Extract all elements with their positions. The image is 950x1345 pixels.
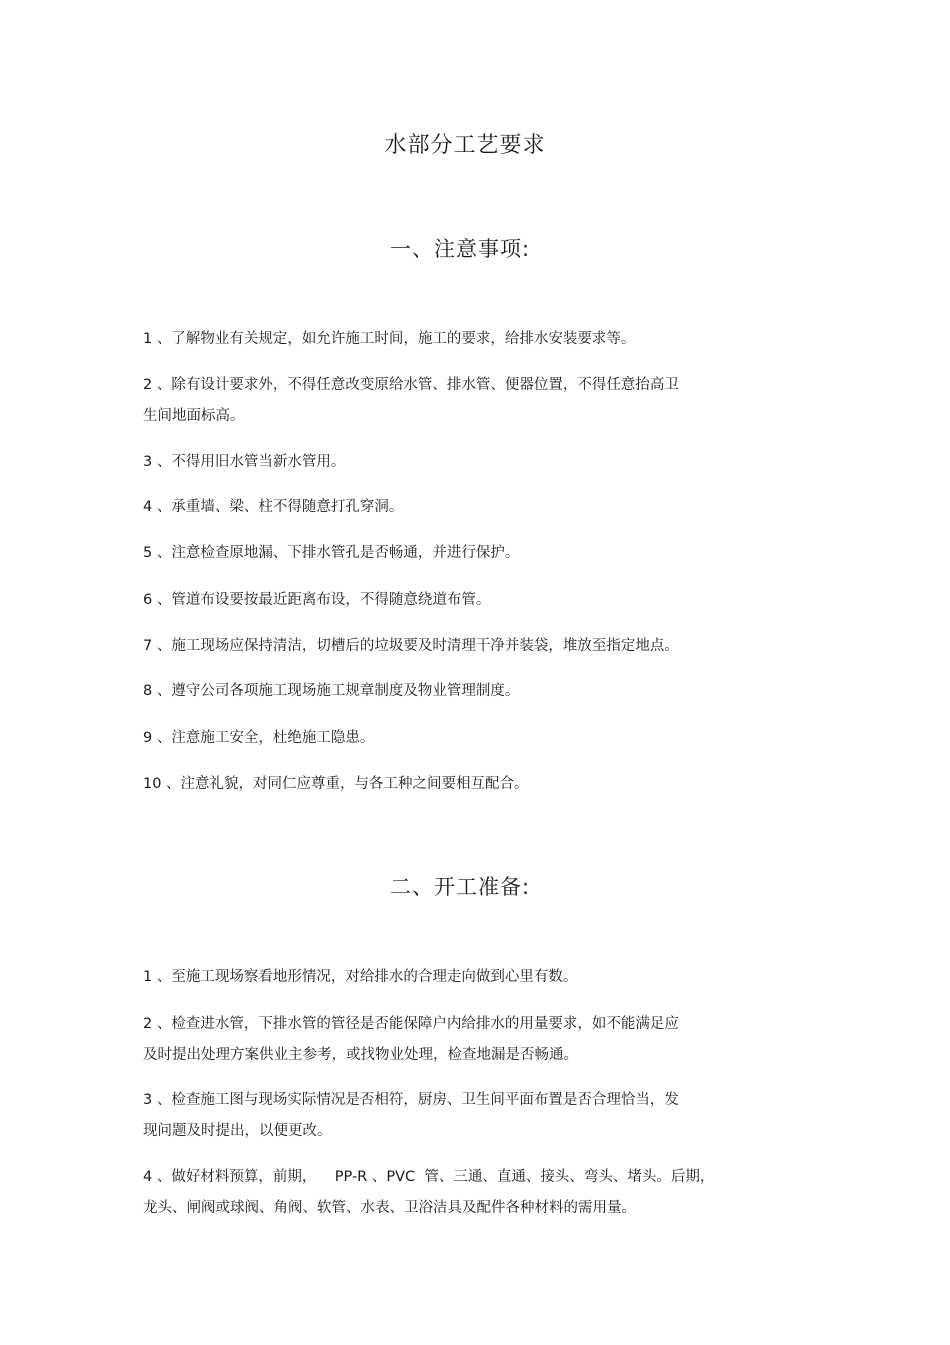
item-text: 6 、管道布设要按最近距离布设，不得随意绕道布管。 (143, 592, 491, 608)
list-item (143, 447, 783, 478)
item-text: 龙头、闸阀或球阀、角阀、软管、水表、卫浴洁具及配件各种材料的需用量。 (143, 1200, 636, 1216)
list-item (143, 538, 783, 569)
list-item (143, 1085, 783, 1147)
list-item (143, 962, 783, 993)
item-text: 现问题及时提出，以便更改。 (143, 1123, 332, 1139)
item-text: 4 、承重墙、梁、柱不得随意打孔穿洞。 (143, 499, 404, 515)
item-text: 5 、注意检查原地漏、下排水管孔是否畅通，并进行保护。 (143, 545, 520, 561)
item-text: 及时提出处理方案供业主参考，或找物业处理，检查地漏是否畅通。 (143, 1047, 578, 1063)
list-item (143, 324, 783, 355)
list-item (143, 676, 783, 707)
item-text: 2 、检查进水管，下排水管的管径是否能保障户内给排水的用量要求，如不能满足应 (143, 1016, 679, 1032)
list-item (143, 723, 783, 754)
item-text: 3 、检查施工图与现场实际情况是否相符，厨房、卫生间平面布置是否合理恰当，发 (143, 1092, 679, 1108)
item-text: 4 、做好材料预算，前期， PP-R 、PVC 管、三通、直通、接头、弯头、堵头。后期， (143, 1169, 715, 1185)
item-text: 3 、不得用旧水管当新水管用。 (143, 454, 346, 470)
section-heading-preparation: 二、开工准备: (389, 875, 531, 899)
item-text: 1 、至施工现场察看地形情况，对给排水的合理走向做到心里有数。 (143, 969, 578, 985)
item-text: 10 、注意礼貌，对同仁应尊重，与各工种之间要相互配合。 (143, 776, 529, 792)
list-item (143, 1009, 783, 1071)
item-text: 7 、施工现场应保持清洁，切槽后的垃圾要及时清理干净并装袋，堆放至指定地点。 (143, 638, 679, 654)
item-text: 生间地面标高。 (143, 408, 245, 424)
item-text: 2 、除有设计要求外，不得任意改变原给水管、排水管、便器位置，不得任意抬高卫 (143, 377, 679, 393)
item-text: 9 、注意施工安全，杜绝施工隐患。 (143, 730, 375, 746)
item-text: 1 、了解物业有关规定，如允许施工时间，施工的要求，给排水安装要求等。 (143, 331, 636, 347)
list-item (143, 492, 783, 523)
list-item (143, 585, 783, 616)
list-item (143, 769, 783, 800)
list-item (143, 1162, 783, 1224)
list-item (143, 370, 783, 432)
section-heading-precautions: 一、注意事项: (389, 237, 531, 261)
item-text: 8 、遵守公司各项施工现场施工规章制度及物业管理制度。 (143, 683, 520, 699)
list-item (143, 631, 783, 662)
document-title: 水部分工艺要求 (384, 133, 546, 158)
